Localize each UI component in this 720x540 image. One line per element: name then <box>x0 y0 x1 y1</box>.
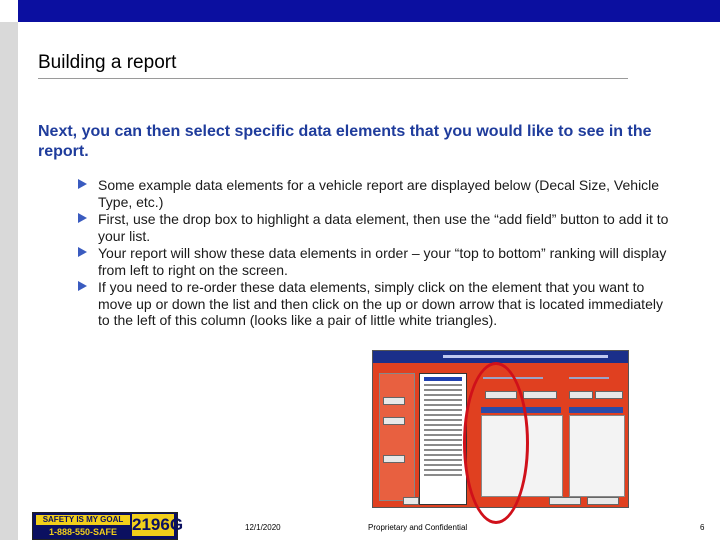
logo-phone: 1-888-550-SAFE <box>48 527 118 537</box>
bullet-list <box>78 177 678 330</box>
bullet-item <box>78 279 678 329</box>
footer-confidential: Proprietary and Confidential <box>368 523 468 532</box>
screenshot-button <box>569 391 593 399</box>
left-accent-bar <box>0 22 18 540</box>
bullet-item <box>78 211 678 244</box>
bullet-text: Your report will show these data elements in order – your “top to bottom” ranking will display from left to right on the screen. <box>98 245 667 278</box>
screenshot-field-dropdown <box>419 373 467 505</box>
screenshot-button <box>549 497 581 505</box>
triangle-bullet-icon <box>78 213 87 223</box>
bullet-item <box>78 177 678 210</box>
title-divider <box>38 78 628 79</box>
footer-date: 12/1/2020 <box>245 523 281 532</box>
logo-number: 2196G <box>132 515 184 534</box>
bullet-text: First, use the drop box to highlight a data element, then use the “add field” button to add it to your list. <box>98 211 669 244</box>
top-accent-bar <box>18 0 720 22</box>
screenshot-sort-header <box>569 407 623 413</box>
highlight-oval <box>463 362 529 524</box>
screenshot-button <box>383 417 405 425</box>
slide-title: Building a report <box>38 52 177 73</box>
bullet-text: If you need to re-order these data elements, simply click on the element that you want to move up or down the list and then click on the up or down arrow that is located immediately to the left of this column (looks like a pair of little white triangles). <box>98 279 663 328</box>
slide-subheading: Next, you can then select specific data elements that you would like to see in the report. <box>38 123 652 160</box>
screenshot-left-panel <box>379 373 415 501</box>
screenshot-button <box>383 397 405 405</box>
triangle-bullet-icon <box>78 247 87 257</box>
safety-logo <box>32 512 184 540</box>
triangle-bullet-icon <box>78 281 87 291</box>
bullet-text: Some example data elements for a vehicle report are displayed below (Decal Size, Vehicle Type, etc.) <box>98 177 660 210</box>
bullet-item <box>78 245 678 278</box>
screenshot-button <box>595 391 623 399</box>
screenshot-button <box>587 497 619 505</box>
screenshot-button <box>523 391 557 399</box>
screenshot-button <box>403 497 419 505</box>
page-number: 6 <box>700 523 705 532</box>
triangle-bullet-icon <box>78 179 87 189</box>
screenshot-button <box>383 455 405 463</box>
screenshot-text-line <box>569 377 609 379</box>
logo-slogan: SAFETY IS MY GOAL <box>36 515 130 525</box>
screenshot-header-bar <box>373 351 628 363</box>
screenshot-sort-list <box>569 415 625 497</box>
